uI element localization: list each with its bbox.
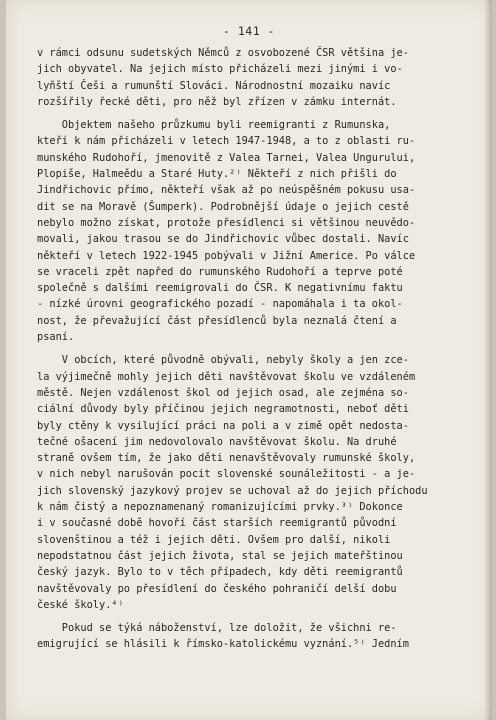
text-line: kteří k nám přicházeli v letech 1947-1948, a to z oblasti ru- [37,135,416,148]
text-line: dit se na Moravě (Šumperk). Podrobnější údaje o jejich cestě [37,200,409,213]
text-line: nepodstatnou část jejich života, stal se jejich mateřštinou [37,549,403,562]
text-line: společně s dalšími reemigrovali do ČSR. K negativnímu faktu [37,282,403,295]
paragraph [37,352,477,613]
text-line: někteří v letech 1922-1945 pobývali v Jižní Americe. Po válce [37,249,416,262]
paragraph-gap [37,110,477,117]
text-line: Pokud se týká náboženství, lze doložit, že všichni re- [37,622,397,635]
text-line: nost, že převažující část přesídlenců byla neznalá čtení a [37,314,397,327]
paragraph [37,117,477,345]
text-line: k nám čistý a nepoznamenaný romanizujícími prvky.³⁾ Dokonce [37,501,403,514]
text-line: městě. Nejen vzdálenost škol od jejich osad, ale zejména so- [37,386,409,399]
paragraph [37,45,477,110]
text-line: lyňští Češi a rumunští Slováci. Národnostní mozaiku navíc [37,79,391,92]
text-line: straně ovšem tím, že jako děti nenavštěvovaly rumunské školy, [37,452,416,465]
text-line: české školy.⁴⁾ [37,598,124,611]
text-line: slovenštinou a též i jejich děti. Ovšem pro další, nikoli [37,533,391,546]
text-line: jich slovenský jazykový projev se uchoval až do jejich příchodu [37,484,428,497]
text-line: V obcích, které původně obývali, nebyly školy a jen zce- [37,354,409,367]
text-line: ciální důvody byly příčinou jejich negramotnosti, neboť děti [37,403,409,416]
text-line: byly ctěny k vysilující práci na poli a v zimě opět nedosta- [37,419,409,432]
text-line: nebylo možno získat, protože přesídlenci si většinou neuvědo- [37,216,416,229]
text-line: i v současné době hovoří část starších reemigrantů původní [37,517,397,530]
text-line: se vraceli zpět napřed do rumunského Rudohoří a teprve poté [37,265,403,278]
text-line: Jindřichovic přímo, někteří však až po neúspěšném pokusu usa- [37,184,416,197]
document-page [6,0,492,720]
page-number: - 141 - [223,24,275,38]
paragraph [37,620,477,653]
text-line: la výjimečně mohly jejich děti navštěvovat školu ve vzdáleném [37,370,416,383]
text-line: rozšířily řecké děti, pro něž byl zřízen v zámku internát. [37,95,397,108]
paragraph-gap [37,613,477,620]
paragraph-gap [37,345,477,352]
text-line: český jazyk. Bylo to v těch případech, kdy děti reemigrantů [37,566,403,579]
text-line: Objektem našeho průzkumu byli reemigranti z Rumunska, [37,119,391,132]
text-line: Plopiše, Halmeědu a Staré Huty.²⁾ Někteří z nich přišli do [37,168,397,181]
text-line: - nízké úrovni geografického pozadí - napomáhala i ta okol- [37,298,403,311]
text-line: psaní. [37,331,75,344]
text-line: munského Rudohoří, jmenovitě z Valea Tarnei, Valea Ungurului, [37,151,416,164]
text-line: tečné ošacení jim nedovolovalo navštěvovat školu. Na druhé [37,435,397,448]
text-line: v nich nebyl narušován pocit slovenské sounáležitosti - a je- [37,468,416,481]
body-text [37,45,477,653]
text-line: v rámci odsunu sudetských Němců z osvobozené ČSR většina je- [37,47,409,59]
text-line: navštěvovaly po přesídlení do českého pohraničí delší dobu [37,582,397,595]
text-line: emigrující se hlásili k římsko-katolickému vyznání.⁵⁾ Jedním [37,638,409,651]
text-line: movali, jakou trasou se do Jindřichovic vůbec dostali. Navíc [37,233,409,246]
text-line: jich obyvatel. Na jejich místo přicházeli mezi jinými i vo- [37,63,403,76]
